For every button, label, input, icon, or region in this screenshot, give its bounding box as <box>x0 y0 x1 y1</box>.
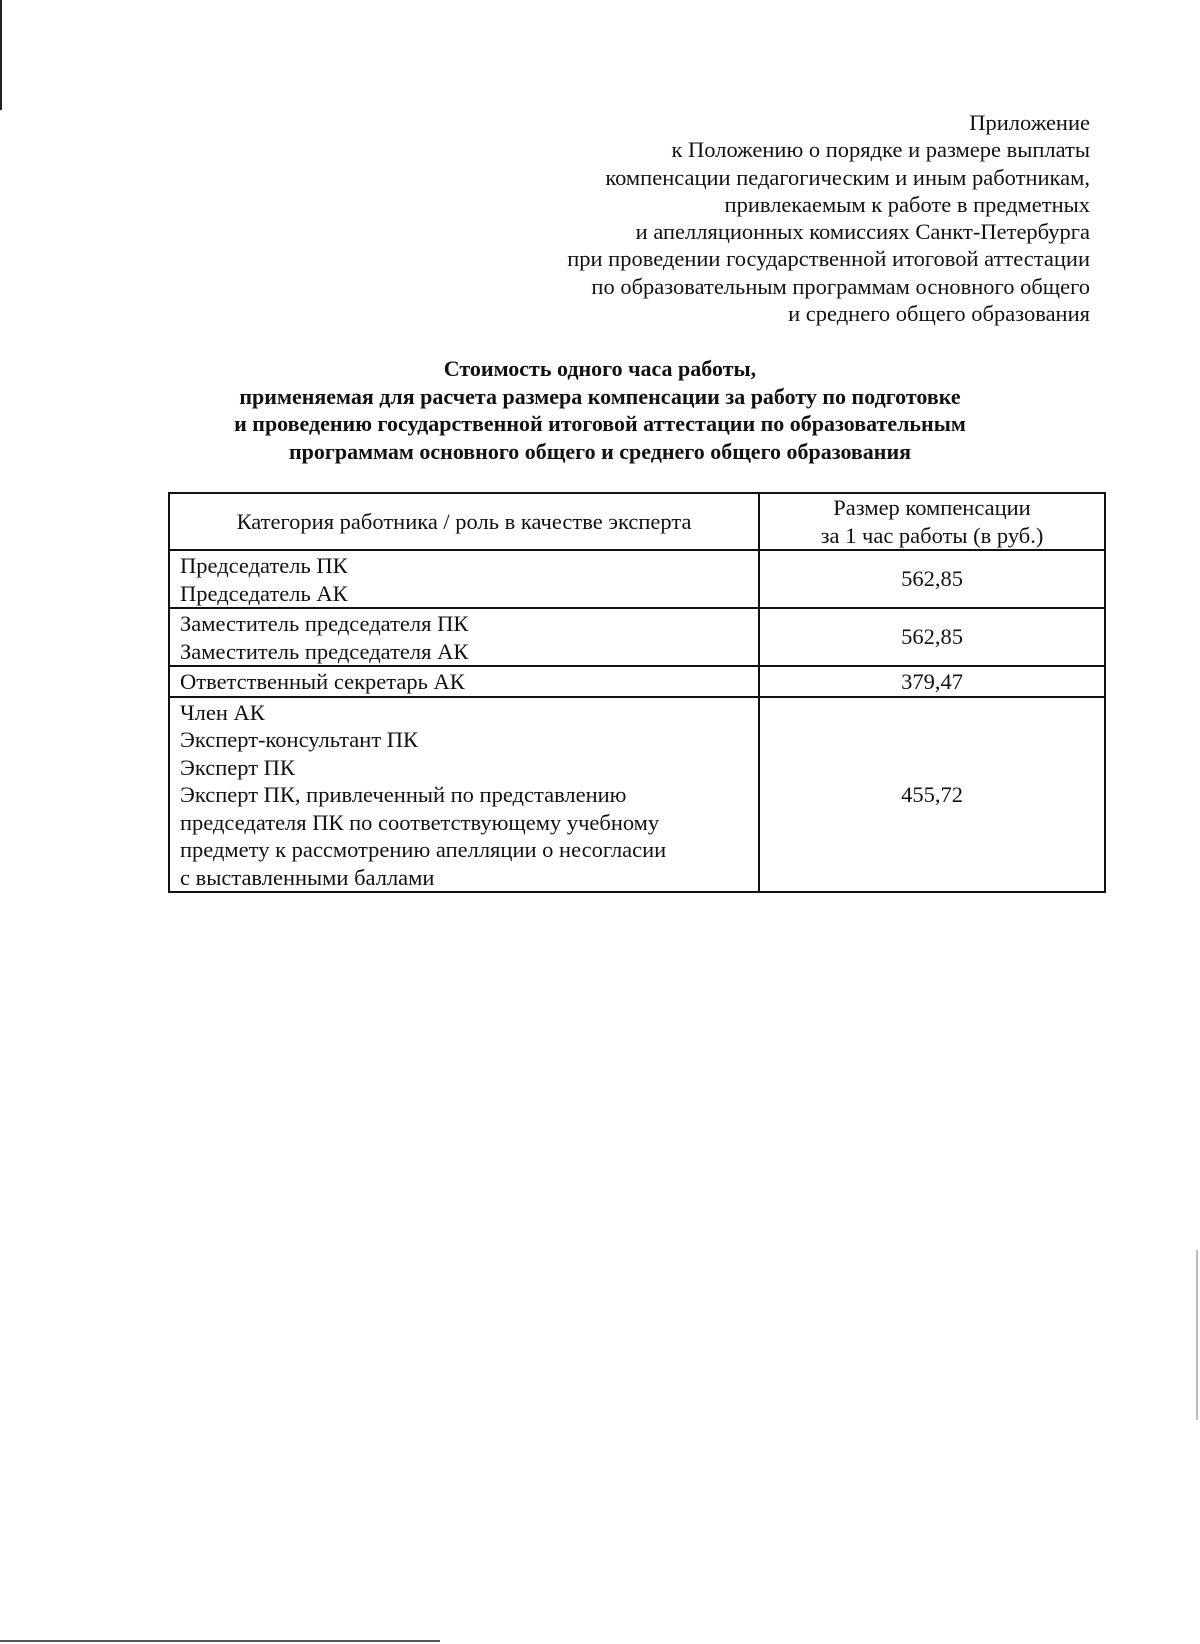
title-line: применяемая для расчета размера компенсации за работу по подготовке <box>239 383 961 409</box>
role-cell <box>169 666 759 697</box>
annex-line: к Положению о порядке и размере выплаты <box>671 137 1090 163</box>
title-line: Стоимость одного часа работы, <box>443 356 757 381</box>
header-role: Категория работника / роль в качестве эксперта <box>169 493 759 550</box>
role-line: Эксперт ПК, привлеченный по представлению <box>180 782 627 807</box>
role-line: с выставленными баллами <box>180 864 435 890</box>
header-rate-line: Размер компенсации <box>833 495 1031 520</box>
annex-line: компенсации педагогическим и иным работникам, <box>605 164 1090 190</box>
header-rate <box>759 493 1105 550</box>
annex-line: по образовательным программам основного общего <box>591 273 1090 299</box>
role-line: Эксперт ПК <box>180 754 295 780</box>
role-cell <box>169 550 759 608</box>
table-header-row <box>169 493 1105 550</box>
header-rate-line: за 1 час работы (в руб.) <box>820 522 1044 548</box>
document-title <box>100 355 1100 465</box>
table-row <box>169 550 1105 608</box>
table-row <box>169 608 1105 666</box>
role-cell <box>169 608 759 666</box>
annex-line: и апелляционных комиссиях Санкт-Петербурга <box>635 219 1090 245</box>
annex-line: привлекаемым к работе в предметных <box>724 191 1090 217</box>
role-line: Эксперт-консультант ПК <box>180 727 419 752</box>
role-line: Член АК <box>180 699 265 725</box>
role-line: Заместитель председателя ПК <box>180 611 469 636</box>
title-line: и проведению государственной итоговой аттестации по образовательным <box>234 411 966 436</box>
rate-cell: 379,47 <box>759 666 1105 697</box>
compensation-table <box>168 492 1106 893</box>
role-line: предмету к рассмотрению апелляции о несогласии <box>180 837 667 862</box>
annex-line: и среднего общего образования <box>788 301 1090 327</box>
rate-cell: 562,85 <box>759 550 1105 608</box>
role-line: Ответственный секретарь АК <box>180 669 465 694</box>
table-row <box>169 697 1105 893</box>
role-line: Председатель ПК <box>180 553 348 578</box>
role-cell <box>169 697 759 893</box>
table-row <box>169 666 1105 697</box>
role-line: Заместитель председателя АК <box>180 638 469 664</box>
title-line: программам основного общего и среднего общего образования <box>288 438 912 464</box>
annex-header <box>390 109 1090 327</box>
rate-cell: 562,85 <box>759 608 1105 666</box>
rate-cell: 455,72 <box>759 697 1105 893</box>
scan-edge-right <box>1196 1250 1198 1420</box>
role-line: Председатель АК <box>180 580 348 606</box>
annex-line: при проведении государственной итоговой аттестации <box>567 246 1090 272</box>
scan-edge-bottom <box>0 1640 440 1642</box>
role-line: председателя ПК по соответствующему учебному <box>180 809 660 835</box>
scan-edge-left <box>0 0 2 110</box>
annex-line: Приложение <box>969 110 1090 135</box>
